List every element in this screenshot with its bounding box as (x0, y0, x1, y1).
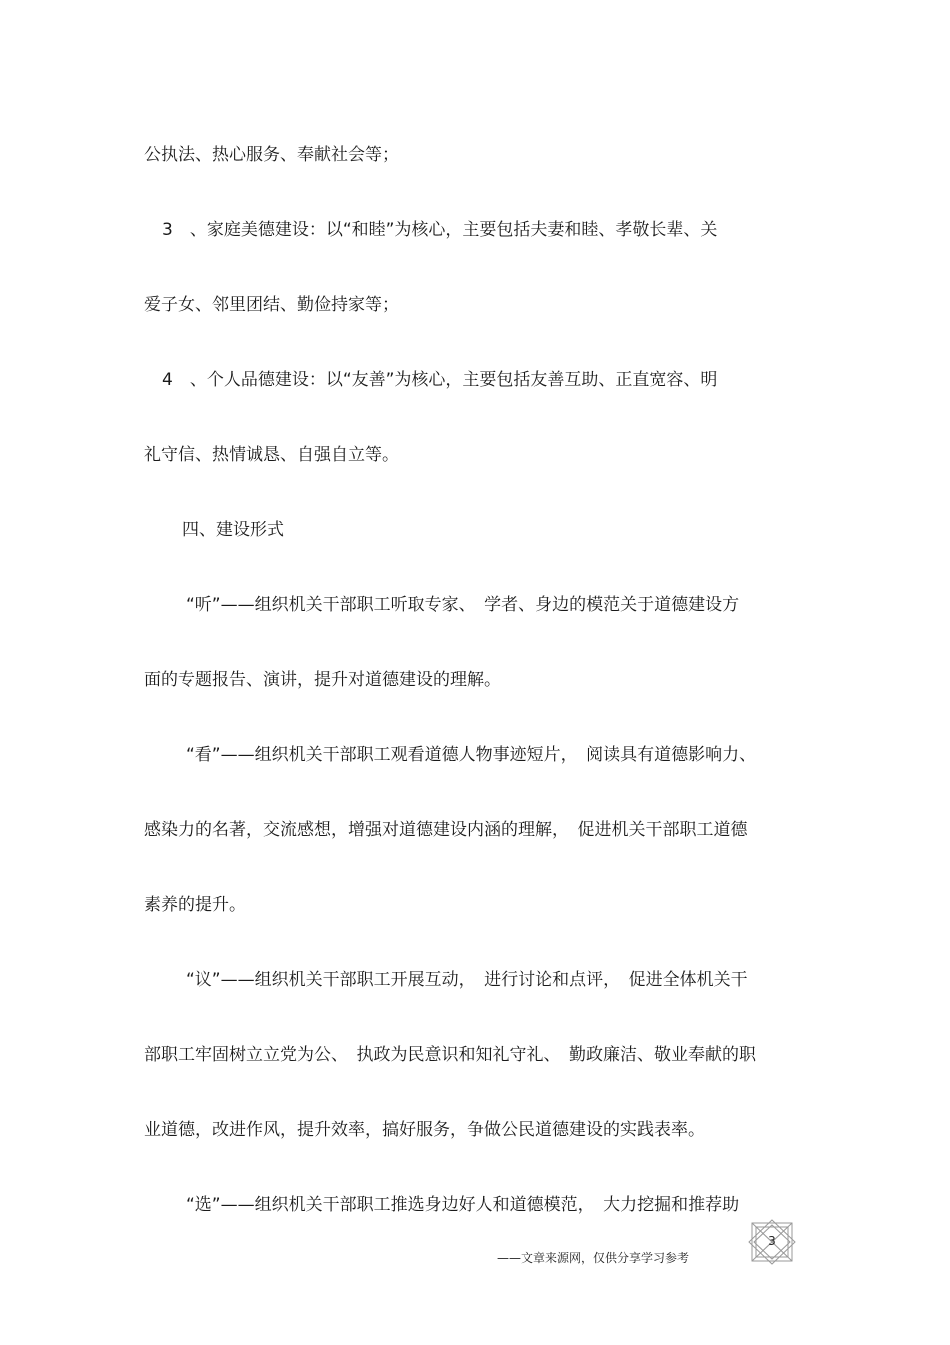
body-line-11: 素养的提升。 (144, 895, 246, 915)
body-line-15: “选”——组织机关干部职工推选身边好人和道德模范， 大力挖掘和推荐助 (186, 1195, 740, 1215)
body-line-3: 爱子女、邻里团结、勤俭持家等； (144, 295, 399, 315)
footer-source-note: ——文章来源网，仅供分享学习参考 (497, 1251, 690, 1265)
body-line-4: 4 、个人品德建设：以“友善”为核心，主要包括友善互助、正直宽容、明 (162, 370, 718, 390)
body-line-7: “听”——组织机关干部职工听取专家、 学者、身边的模范关于道德建设方 (186, 595, 740, 615)
page-number: 3 (768, 1234, 776, 1248)
page-number-badge (746, 1219, 798, 1265)
body-line-5: 礼守信、热情诚恳、自强自立等。 (144, 445, 399, 465)
body-line-13: 部职工牢固树立立党为公、 执政为民意识和知礼守礼、 勤政廉洁、敬业奉献的职 (144, 1045, 756, 1065)
body-line-9: “看”——组织机关干部职工观看道德人物事迹短片， 阅读具有道德影响力、 (186, 745, 757, 765)
body-line-8: 面的专题报告、演讲，提升对道德建设的理解。 (144, 670, 501, 690)
body-line-10: 感染力的名著，交流感想，增强对道德建设内涵的理解， 促进机关干部职工道德 (144, 820, 748, 840)
body-line-2: 3 、家庭美德建设：以“和睦”为核心，主要包括夫妻和睦、孝敬长辈、关 (162, 220, 718, 240)
body-line-1: 公执法、热心服务、奉献社会等； (144, 145, 399, 165)
section-heading: 四、建设形式 (182, 520, 284, 540)
body-line-12: “议”——组织机关干部职工开展互动， 进行讨论和点评， 促进全体机关干 (186, 970, 748, 990)
body-line-14: 业道德，改进作风，提升效率，搞好服务，争做公民道德建设的实践表率。 (144, 1120, 705, 1140)
